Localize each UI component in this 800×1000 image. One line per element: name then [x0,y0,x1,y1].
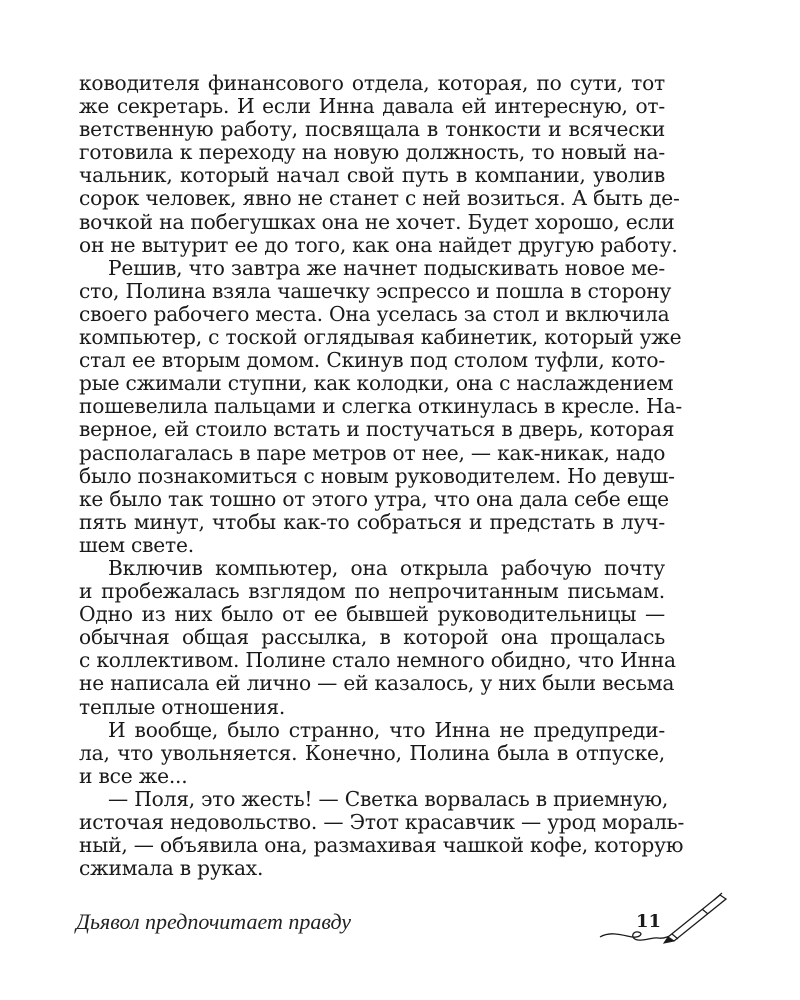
text-line: и пробежалась взглядом по непрочитанным письмам. [79,579,665,604]
text-line: чальник, который начал свой путь в компании, уволив [79,163,665,188]
text-line: стал ее вторым домом. Скинув под столом туфли, кото- [79,348,665,373]
text-line: сто, Полина взяла чашечку эспрессо и пошла в сторону [79,278,672,303]
text-line: не написала ей лично — ей казалось, у них были весьма [79,671,675,696]
text-line: он не вытурит ее до того, как она найдет другую работу. [79,232,678,257]
text-line: ветственную работу, посвящала в тонкости и всячески [79,117,665,142]
running-title: Дьявол предпочитает правду [76,909,352,934]
text-line: — Поля, это жесть! — Светка ворвалась в приемную, [108,786,669,811]
text-line: и все же... [79,763,188,788]
text-line: Решив, что завтра же начнет подыскивать новое ме- [108,255,665,280]
text-line: пять минут, чтобы как-то собраться и предстать в луч- [79,509,665,534]
text-line: было познакомиться с новым руководителем. Но девуш- [79,463,675,488]
text-line: с коллективом. Полине стало немного обидно, что Инна [79,648,676,673]
text-line: своего рабочего места. Она уселась за стол и включила [79,301,670,326]
text-line: располагалась в паре метров от нее, — как-никак, надо [79,440,666,465]
page-footer [0,905,800,965]
text-line: сжимала в руках. [79,856,264,881]
text-line: рые сжимали ступни, как колодки, она с наслаждением [79,371,674,396]
text-line: теплые отношения. [79,694,286,719]
pen-icon [592,891,732,951]
text-line: ке было так тошно от этого утра, что она дала себе еще [79,486,669,511]
text-line: Одно из них было от ее бывшей руководительницы — [79,602,665,627]
text-line: шем свете. [79,532,194,557]
text-line: пошевелила пальцами и слегка откинулась в кресле. На- [79,394,683,419]
text-line: вочкой на побегушках она не хочет. Будет хорошо, если [79,209,675,234]
text-line: же секретарь. И если Инна давала ей интересную, от- [79,94,665,119]
body-text [79,71,685,881]
text-line: компьютер, с тоской оглядывая кабинетик, который уже [79,325,682,350]
text-line: Включив компьютер, она открыла рабочую почту [108,555,665,580]
text-line: сорок человек, явно не станет с ней возиться. А быть де- [79,186,680,211]
text-line: ла, что увольняется. Конечно, Полина была в отпуске, [79,740,665,765]
text-line: верное, ей стоило встать и постучаться в дверь, которая [79,417,675,442]
page-number: 11 [636,911,662,932]
text-line: источая недовольство. — Этот красавчик — урод мораль- [79,810,685,834]
text-line: И вообще, было странно, что Инна не предупреди- [108,717,665,742]
text-line: ководителя финансового отдела, которая, по сути, тот [79,71,665,95]
text-line: ный, — объявила она, размахивая чашкой кофе, которую [79,833,684,858]
text-line: готовила к переходу на новую должность, то новый на- [79,140,665,165]
text-line: обычная общая рассылка, в которой она прощалась [79,625,665,650]
